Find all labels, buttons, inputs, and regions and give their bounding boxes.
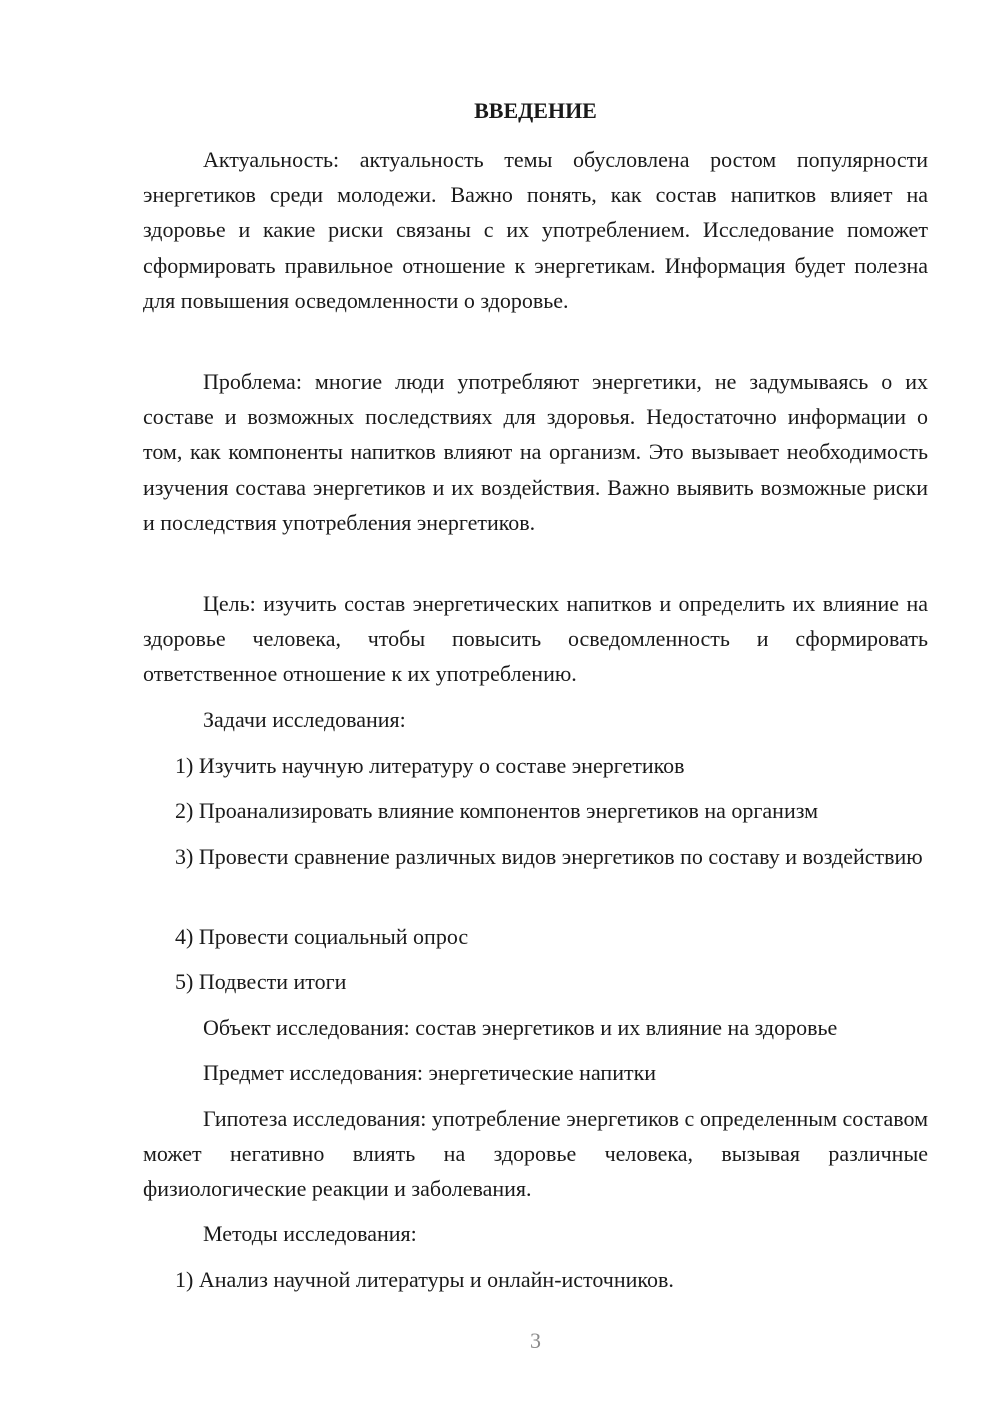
- task-item-5: 5) Подвести итоги: [175, 969, 347, 994]
- goal-paragraph: Цель: изучить состав энергетических напитков и определить их влияние на здоровье человека, чтобы повысить осведомленность и сформировать ответственное отношение к их употреблению.: [143, 591, 928, 687]
- task-item-2: 2) Проанализировать влияние компонентов энергетиков на организм: [175, 798, 819, 823]
- task-item-1: 1) Изучить научную литературу о составе энергетиков: [175, 753, 685, 778]
- page-number: 3: [530, 1328, 541, 1353]
- page-title: ВВЕДЕНИЕ: [474, 98, 597, 123]
- task-item-3: 3) Провести сравнение различных видов энергетиков по составу и воздействию: [175, 844, 923, 869]
- object-line: Объект исследования: состав энергетиков и их влияние на здоровье: [203, 1015, 838, 1040]
- methods-heading: Методы исследования:: [203, 1221, 417, 1246]
- problem-paragraph: Проблема: многие люди употребляют энергетики, не задумываясь о их составе и возможных последствиях для здоровья. Недостаточно информации о том, как компоненты напитков влияют на организм. Это вызывает необходимость изучения состава энергетиков и их воздействия. Важно выявить возможные риски и последствия употребления энергетиков.: [143, 369, 928, 535]
- task-item-4: 4) Провести социальный опрос: [175, 924, 469, 949]
- document-page: [143, 0, 928, 1414]
- subject-line: Предмет исследования: энергетические напитки: [203, 1060, 657, 1085]
- relevance-paragraph: Актуальность: актуальность темы обусловлена ростом популярности энергетиков среди молодежи. Важно понять, как состав напитков влияет на здоровье и какие риски связаны с их употреблением. Исследование поможет сформировать правильное отношение к энергетикам. Информация будет полезна для повышения осведомленности о здоровье.: [143, 147, 928, 313]
- tasks-heading: Задачи исследования:: [203, 707, 406, 732]
- method-item-1: 1) Анализ научной литературы и онлайн-источников.: [175, 1267, 674, 1292]
- hypothesis-paragraph: Гипотеза исследования: употребление энергетиков с определенным составом может негативно влиять на здоровье человека, вызывая различные физиологические реакции и заболевания.: [143, 1106, 928, 1202]
